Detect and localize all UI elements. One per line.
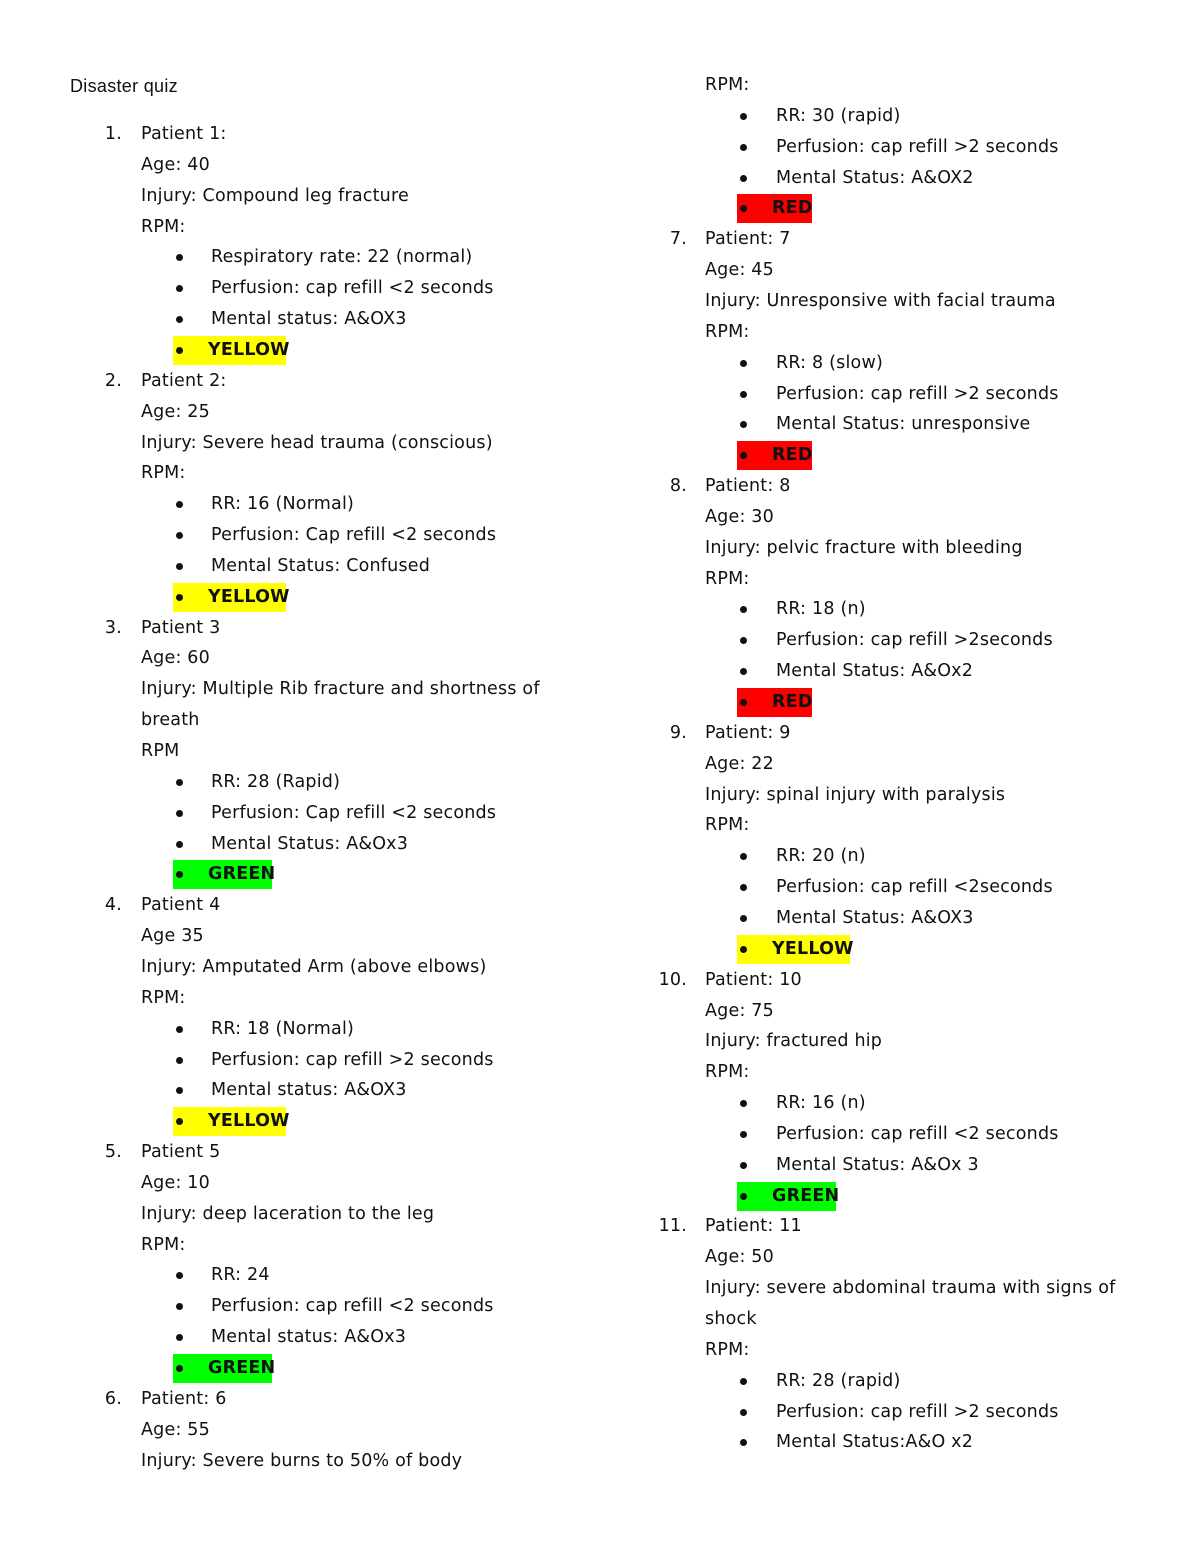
bullet-icon — [176, 1087, 183, 1094]
bullet-icon — [176, 285, 183, 292]
bullet-icon — [176, 532, 183, 539]
patient-age: Age: 25 — [141, 401, 210, 422]
bullet-icon — [740, 1409, 747, 1416]
bullet-icon — [740, 606, 747, 613]
triage-label: YELLOW — [208, 1111, 290, 1132]
patient-injury: Injury: deep laceration to the leg — [141, 1203, 435, 1224]
patient-injury: Injury: Multiple Rib fracture and shortness of — [141, 679, 540, 700]
vital-sign-item: Mental Status: A&OX3 — [776, 907, 974, 928]
patient-age: Age: 40 — [141, 154, 210, 175]
triage-label: YELLOW — [208, 586, 290, 607]
patient-injury: Injury: Severe burns to 50% of body — [141, 1450, 463, 1471]
vital-sign-item: Mental status: A&OX3 — [211, 1080, 407, 1101]
triage-tag-red — [737, 441, 812, 470]
bullet-icon — [176, 810, 183, 817]
bullet-icon — [176, 871, 183, 878]
patient-heading: Patient 1: — [141, 124, 227, 144]
vital-sign-item: Respiratory rate: 22 (normal) — [211, 247, 473, 268]
patient-heading: Patient 5 — [141, 1142, 221, 1163]
patient-injury: Injury: pelvic fracture with bleeding — [705, 537, 1023, 558]
triage-label: RED — [772, 445, 813, 466]
patient-heading: Patient: 7 — [705, 229, 791, 250]
bullet-icon — [176, 1118, 183, 1125]
bullet-icon — [176, 779, 183, 786]
vital-sign-item: Mental Status: A&Ox3 — [211, 833, 409, 854]
bullet-icon — [176, 841, 183, 848]
bullet-icon — [740, 946, 747, 953]
patient-injury: Injury: fractured hip — [705, 1031, 883, 1052]
bullet-icon — [176, 1365, 183, 1372]
rpm-label: RPM — [141, 741, 180, 761]
rpm-label: RPM: — [705, 815, 750, 836]
triage-tag-red — [737, 688, 812, 717]
bullet-icon — [740, 421, 747, 428]
patient-age: Age: 22 — [705, 753, 774, 774]
patient-injury: Injury: spinal injury with paralysis — [705, 784, 1006, 805]
list-number: 1. — [104, 124, 122, 144]
vital-sign-item: Perfusion: cap refill <2seconds — [776, 877, 1053, 898]
bullet-icon — [740, 1193, 747, 1200]
triage-tag-green — [173, 860, 276, 889]
triage-tag-yellow — [173, 336, 290, 365]
list-number: 2. — [104, 370, 122, 391]
triage-label: GREEN — [208, 1358, 276, 1378]
triage-tag-yellow — [737, 935, 854, 964]
patient-heading: Patient: 6 — [141, 1388, 227, 1409]
rpm-label: RPM: — [705, 568, 750, 589]
patient-age: Age: 75 — [705, 1000, 774, 1021]
bullet-icon — [176, 254, 183, 261]
triage-label: RED — [772, 692, 813, 712]
bullet-icon — [740, 113, 747, 120]
vital-sign-item: Mental Status: A&OX2 — [776, 167, 974, 188]
patient-injury: Injury: Unresponsive with facial trauma — [705, 290, 1056, 311]
patient-injury: breath — [141, 710, 200, 731]
patient-heading: Patient 2: — [141, 370, 227, 391]
bullet-icon — [740, 1100, 747, 1107]
bullet-icon — [176, 501, 183, 508]
vital-sign-item: Perfusion: cap refill >2 seconds — [776, 1401, 1059, 1422]
bullet-icon — [740, 1378, 747, 1385]
bullet-icon — [176, 1334, 183, 1341]
bullet-icon — [740, 360, 747, 367]
vital-sign-item: Perfusion: cap refill >2 seconds — [211, 1049, 494, 1070]
bullet-icon — [740, 1162, 747, 1169]
triage-label: GREEN — [208, 864, 276, 885]
bullet-icon — [740, 668, 747, 675]
triage-label: GREEN — [772, 1185, 840, 1206]
patient-age: Age: 30 — [705, 506, 774, 527]
bullet-icon — [176, 316, 183, 323]
vital-sign-item: Perfusion: cap refill <2 seconds — [211, 278, 494, 299]
list-number: 5. — [104, 1142, 122, 1163]
patient-age: Age: 60 — [141, 648, 210, 669]
bullet-icon — [176, 594, 183, 601]
triage-tag-green — [737, 1182, 840, 1211]
triage-label: YELLOW — [208, 339, 290, 360]
patient-age: Age: 55 — [141, 1419, 210, 1440]
patient-heading: Patient 4 — [141, 895, 221, 916]
vital-sign-item: RR: 24 — [211, 1265, 270, 1286]
vital-sign-item: RR: 8 (slow) — [776, 352, 883, 373]
bullet-icon — [740, 391, 747, 398]
bullet-icon — [740, 144, 747, 151]
patient-injury: shock — [705, 1309, 757, 1329]
rpm-label: RPM: — [141, 463, 186, 484]
patient-heading: Patient: 10 — [705, 969, 802, 990]
bullet-icon — [176, 347, 183, 354]
patient-age: Age: 50 — [705, 1247, 774, 1268]
document-title: Disaster quiz — [70, 76, 178, 96]
bullet-icon — [176, 1026, 183, 1033]
vital-sign-item: RR: 30 (rapid) — [776, 105, 901, 126]
patient-injury: Injury: Severe head trauma (conscious) — [141, 432, 493, 453]
bullet-icon — [176, 1303, 183, 1310]
bullet-icon — [740, 1439, 747, 1446]
rpm-label: RPM: — [705, 321, 750, 342]
vital-sign-item: Perfusion: cap refill >2seconds — [776, 630, 1053, 651]
vital-sign-item: RR: 28 (rapid) — [776, 1370, 901, 1391]
patient-heading: Patient: 9 — [705, 722, 791, 743]
vital-sign-item: Perfusion: cap refill <2 seconds — [211, 1296, 494, 1317]
vital-sign-item: Perfusion: Cap refill <2 seconds — [211, 525, 497, 546]
vital-sign-item: Perfusion: cap refill >2 seconds — [776, 383, 1059, 404]
list-number: 3. — [104, 617, 122, 638]
vital-sign-item: RR: 28 (Rapid) — [211, 771, 341, 792]
triage-tag-green — [173, 1354, 276, 1383]
bullet-icon — [176, 1272, 183, 1279]
list-number: 4. — [104, 895, 122, 916]
vital-sign-item: Mental Status:A&O x2 — [776, 1432, 974, 1453]
triage-tag-yellow — [173, 583, 290, 612]
triage-tag-red — [737, 194, 812, 223]
patient-heading: Patient: 11 — [705, 1216, 802, 1237]
rpm-label: RPM: — [705, 1339, 750, 1360]
bullet-icon — [176, 563, 183, 570]
vital-sign-item: RR: 20 (n) — [776, 846, 866, 867]
vital-sign-item: Mental Status: A&Ox 3 — [776, 1154, 979, 1175]
bullet-icon — [176, 1057, 183, 1064]
bullet-icon — [740, 884, 747, 891]
bullet-icon — [740, 637, 747, 644]
vital-sign-item: Perfusion: cap refill <2 seconds — [776, 1123, 1059, 1144]
vital-sign-item: Perfusion: Cap refill <2 seconds — [211, 802, 497, 823]
bullet-icon — [740, 205, 747, 212]
vital-sign-item: Mental Status: unresponsive — [776, 414, 1031, 435]
triage-label: RED — [772, 198, 813, 219]
triage-label: YELLOW — [772, 938, 854, 959]
patient-heading: Patient 3 — [141, 617, 221, 638]
bullet-icon — [740, 699, 747, 706]
list-number: 7. — [669, 229, 687, 250]
bullet-icon — [740, 452, 747, 459]
rpm-label: RPM: — [141, 216, 186, 237]
list-number: 11. — [658, 1216, 687, 1237]
vital-sign-item: RR: 16 (Normal) — [211, 494, 355, 515]
vital-sign-item: RR: 16 (n) — [776, 1093, 866, 1114]
vital-sign-item: Mental status: A&Ox3 — [211, 1327, 407, 1348]
list-number: 9. — [669, 722, 687, 743]
patient-injury: Injury: Amputated Arm (above elbows) — [141, 956, 487, 977]
vital-sign-item: Mental status: A&OX3 — [211, 309, 407, 330]
vital-sign-item: Mental Status: A&Ox2 — [776, 661, 974, 682]
list-number: 8. — [669, 476, 687, 497]
patient-heading: Patient: 8 — [705, 476, 791, 497]
rpm-label: RPM: — [141, 987, 186, 1008]
rpm-label: RPM: — [141, 1234, 186, 1255]
patient-age: Age 35 — [141, 926, 204, 947]
patient-injury: Injury: Compound leg fracture — [141, 185, 409, 206]
bullet-icon — [740, 175, 747, 182]
bullet-icon — [740, 915, 747, 922]
patient-injury: Injury: severe abdominal trauma with signs of — [705, 1278, 1116, 1299]
patient-age: Age: 10 — [141, 1172, 210, 1193]
bullet-icon — [740, 853, 747, 860]
rpm-label: RPM: — [705, 1062, 750, 1083]
list-number: 10. — [658, 969, 687, 990]
patient-age: Age: 45 — [705, 260, 774, 281]
vital-sign-item: RR: 18 (Normal) — [211, 1018, 355, 1039]
list-number: 6. — [104, 1388, 122, 1409]
vital-sign-item: RR: 18 (n) — [776, 599, 866, 620]
vital-sign-item: Perfusion: cap refill >2 seconds — [776, 136, 1059, 157]
triage-tag-yellow — [173, 1107, 290, 1136]
vital-sign-item: Mental Status: Confused — [211, 555, 431, 576]
bullet-icon — [740, 1131, 747, 1138]
rpm-label: RPM: — [705, 75, 750, 95]
